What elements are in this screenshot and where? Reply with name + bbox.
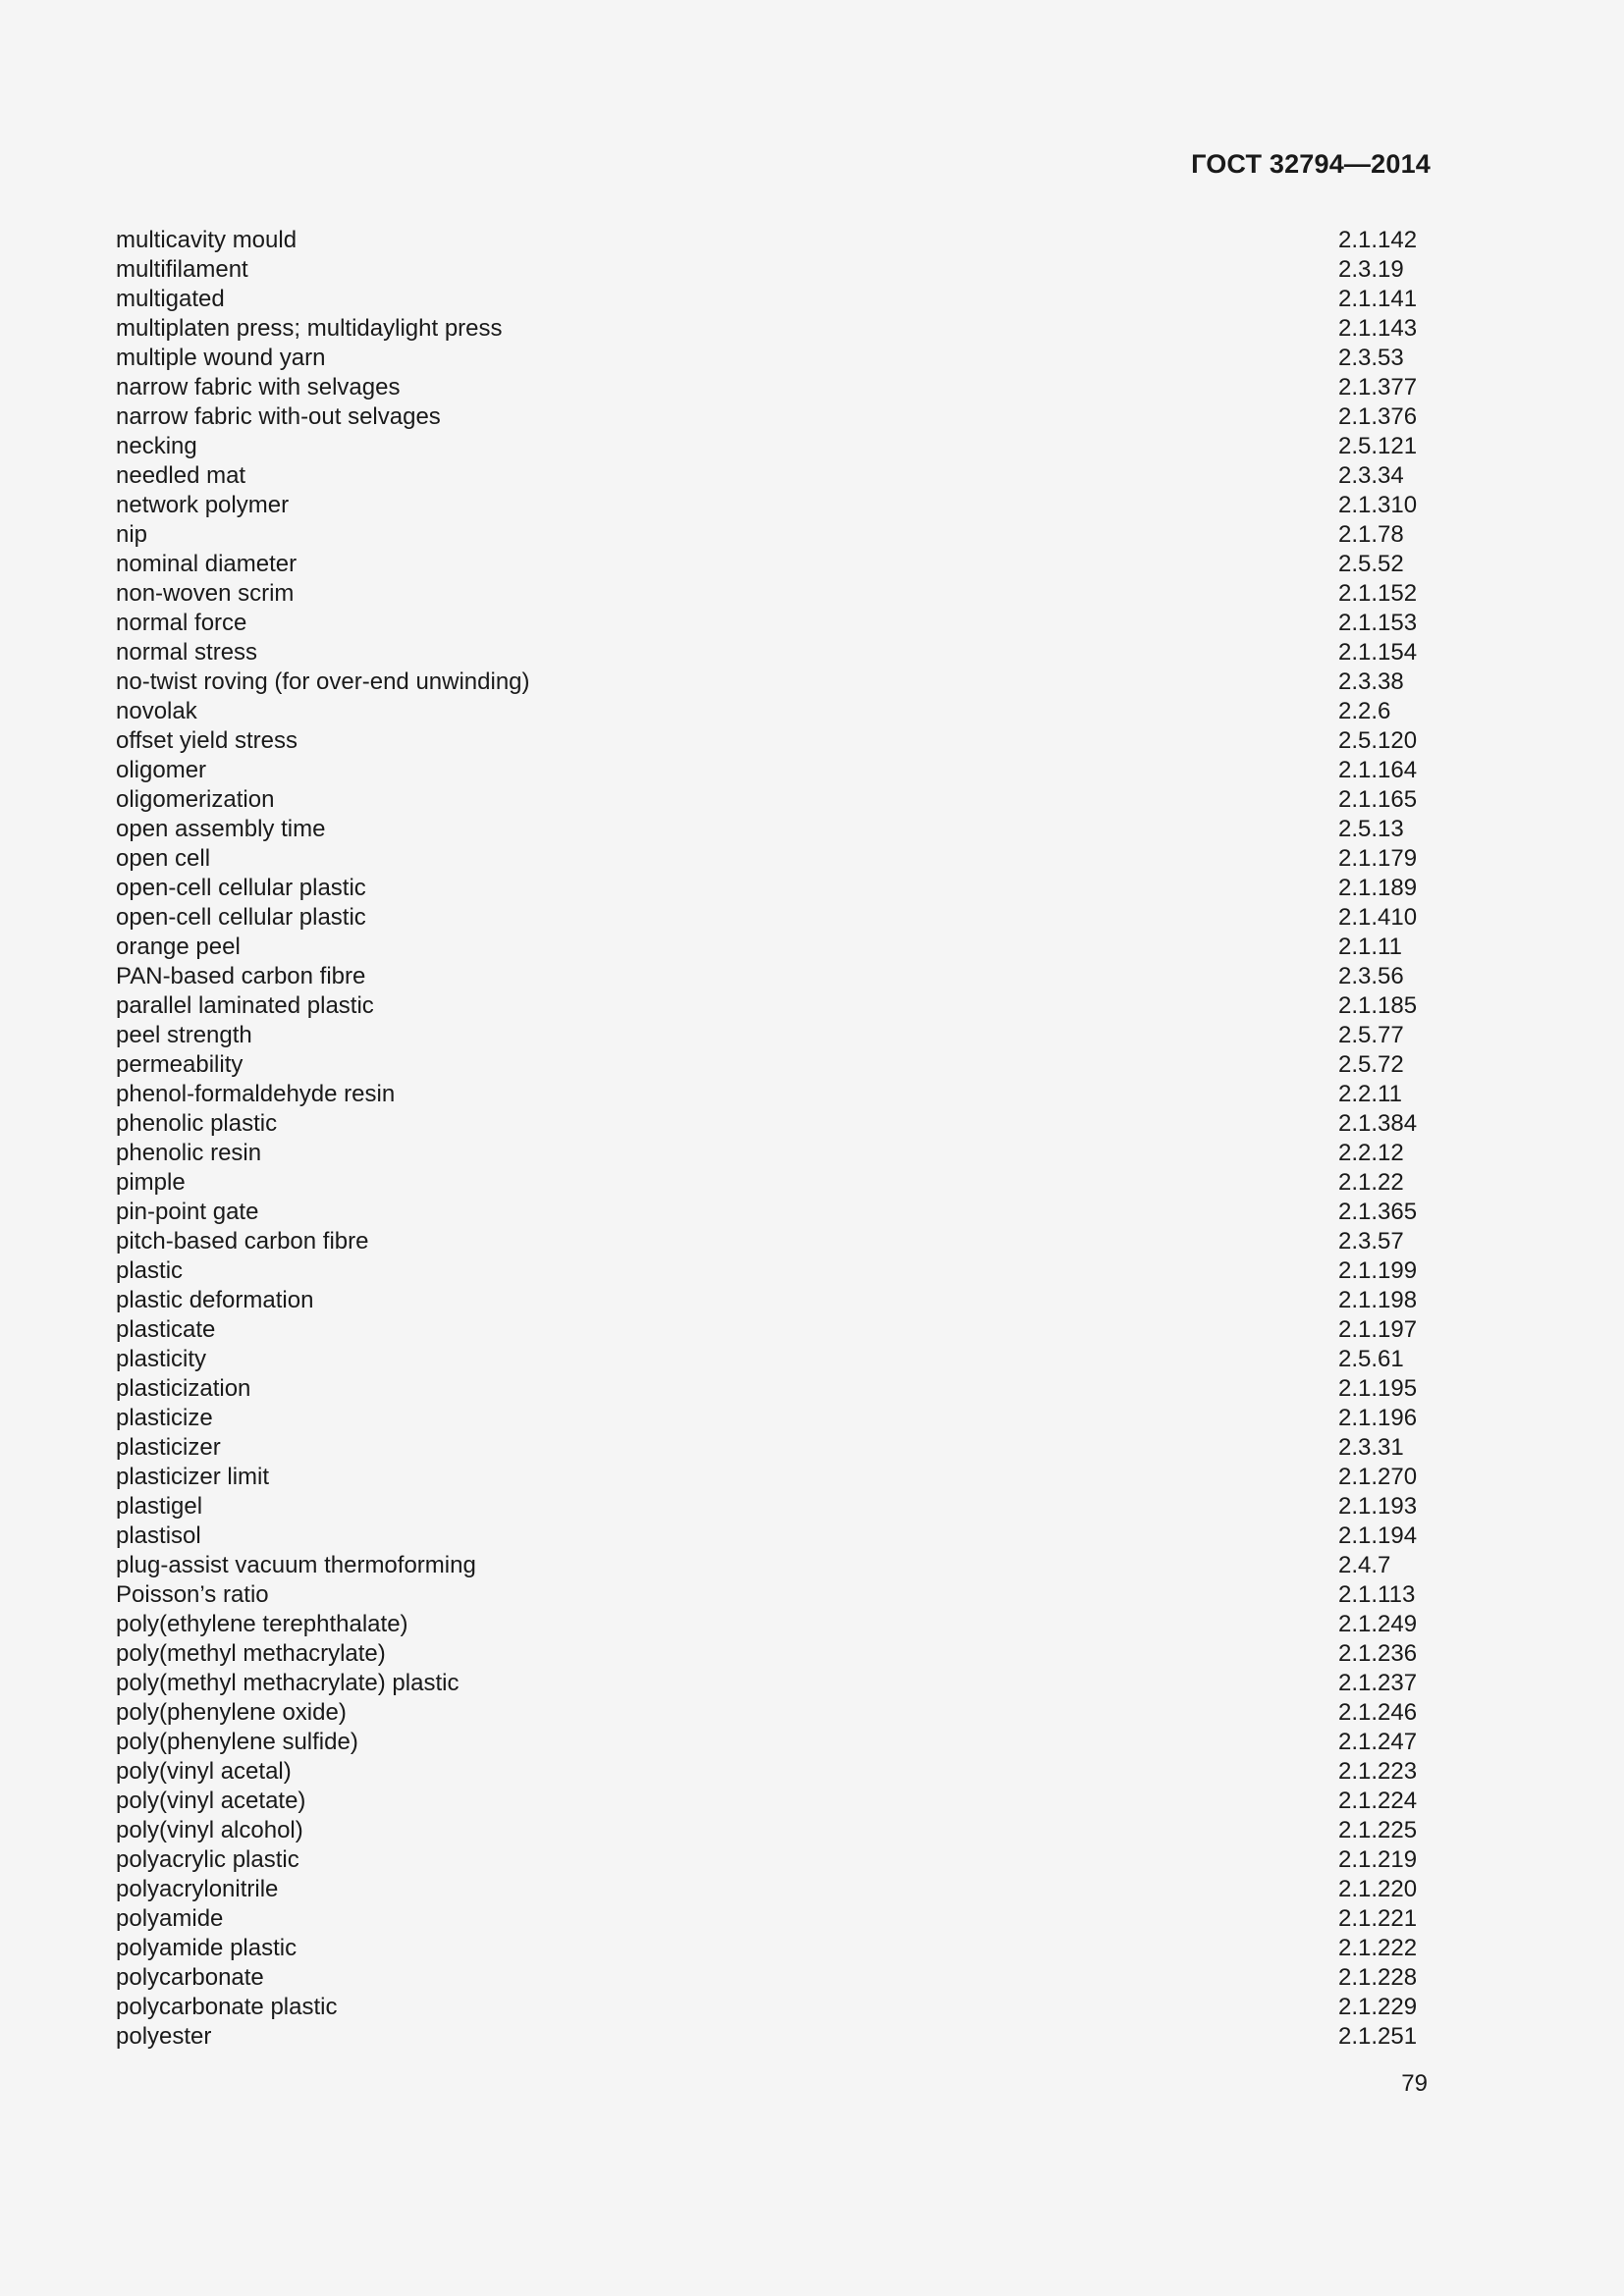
index-reference: 2.1.377 bbox=[1338, 374, 1418, 400]
index-term: poly(vinyl acetate) bbox=[116, 1788, 306, 1814]
index-entry bbox=[116, 844, 1431, 874]
index-term: multiple wound yarn bbox=[116, 345, 326, 371]
index-entry bbox=[116, 609, 1431, 638]
index-reference: 2.1.410 bbox=[1338, 904, 1418, 931]
index-reference: 2.2.6 bbox=[1338, 698, 1391, 724]
index-entry bbox=[116, 638, 1431, 667]
index-term: plasticizer bbox=[116, 1434, 221, 1461]
index-reference: 2.5.72 bbox=[1338, 1051, 1404, 1078]
index-reference: 2.3.53 bbox=[1338, 345, 1404, 371]
index-term: polyacrylonitrile bbox=[116, 1876, 279, 1902]
index-reference: 2.1.194 bbox=[1338, 1522, 1418, 1549]
index-reference: 2.5.121 bbox=[1338, 433, 1418, 459]
index-entry bbox=[116, 815, 1431, 844]
index-term: oligomerization bbox=[116, 786, 275, 813]
index-term: plasticize bbox=[116, 1405, 213, 1431]
index-term: pin-point gate bbox=[116, 1199, 259, 1225]
index-entry bbox=[116, 991, 1431, 1021]
index-reference: 2.5.120 bbox=[1338, 727, 1418, 754]
index-entry bbox=[116, 785, 1431, 815]
index-entry bbox=[116, 255, 1431, 285]
index-entry bbox=[116, 1757, 1431, 1787]
index-reference: 2.1.223 bbox=[1338, 1758, 1418, 1785]
index-entry bbox=[116, 1433, 1431, 1463]
index-entry bbox=[116, 1109, 1431, 1139]
index-reference: 2.1.310 bbox=[1338, 492, 1418, 518]
index-reference: 2.3.38 bbox=[1338, 668, 1404, 695]
term-index-list bbox=[116, 226, 1431, 2052]
index-entry bbox=[116, 1904, 1431, 1934]
index-entry bbox=[116, 1227, 1431, 1256]
index-reference: 2.4.7 bbox=[1338, 1552, 1391, 1578]
index-entry bbox=[116, 1374, 1431, 1404]
index-term: pitch-based carbon fibre bbox=[116, 1228, 369, 1255]
index-entry bbox=[116, 314, 1431, 344]
index-term: poly(phenylene oxide) bbox=[116, 1699, 347, 1726]
index-entry bbox=[116, 1845, 1431, 1875]
index-reference: 2.1.229 bbox=[1338, 1994, 1418, 2020]
index-term: open-cell cellular plastic bbox=[116, 904, 366, 931]
index-term: polyamide plastic bbox=[116, 1935, 298, 1961]
index-entry bbox=[116, 726, 1431, 756]
index-term: PAN-based carbon fibre bbox=[116, 963, 366, 989]
index-entry bbox=[116, 344, 1431, 373]
index-term: parallel laminated plastic bbox=[116, 992, 374, 1019]
index-term: peel strength bbox=[116, 1022, 252, 1048]
index-entry bbox=[116, 1404, 1431, 1433]
index-reference: 2.1.179 bbox=[1338, 845, 1418, 872]
index-reference: 2.1.376 bbox=[1338, 403, 1418, 430]
index-term: poly(methyl methacrylate) plastic bbox=[116, 1670, 460, 1696]
index-term: plastic deformation bbox=[116, 1287, 314, 1313]
index-term: plasticizer limit bbox=[116, 1464, 270, 1490]
index-entry bbox=[116, 550, 1431, 579]
index-term: multicavity mould bbox=[116, 227, 298, 253]
index-entry bbox=[116, 1875, 1431, 1904]
index-entry bbox=[116, 903, 1431, 933]
index-reference: 2.1.221 bbox=[1338, 1905, 1418, 1932]
index-term: plasticity bbox=[116, 1346, 207, 1372]
index-reference: 2.1.78 bbox=[1338, 521, 1404, 548]
index-term: poly(vinyl acetal) bbox=[116, 1758, 292, 1785]
index-reference: 2.1.237 bbox=[1338, 1670, 1418, 1696]
index-entry bbox=[116, 933, 1431, 962]
index-term: permeability bbox=[116, 1051, 244, 1078]
index-entry bbox=[116, 373, 1431, 402]
index-term: phenol-formaldehyde resin bbox=[116, 1081, 396, 1107]
index-entry bbox=[116, 520, 1431, 550]
index-reference: 2.5.13 bbox=[1338, 816, 1404, 842]
index-reference: 2.5.77 bbox=[1338, 1022, 1404, 1048]
index-term: poly(vinyl alcohol) bbox=[116, 1817, 303, 1843]
index-reference: 2.3.34 bbox=[1338, 462, 1404, 489]
index-entry bbox=[116, 491, 1431, 520]
index-entry bbox=[116, 1934, 1431, 1963]
index-reference: 2.1.152 bbox=[1338, 580, 1418, 607]
index-term: open assembly time bbox=[116, 816, 326, 842]
index-entry bbox=[116, 1315, 1431, 1345]
index-entry bbox=[116, 1551, 1431, 1580]
index-entry bbox=[116, 1698, 1431, 1728]
index-term: normal stress bbox=[116, 639, 258, 666]
index-term: plastigel bbox=[116, 1493, 203, 1520]
index-entry bbox=[116, 1080, 1431, 1109]
index-term: poly(ethylene terephthalate) bbox=[116, 1611, 408, 1637]
index-entry bbox=[116, 1963, 1431, 1993]
index-term: orange peel bbox=[116, 934, 241, 960]
index-entry bbox=[116, 2022, 1431, 2052]
index-reference: 2.1.365 bbox=[1338, 1199, 1418, 1225]
index-entry bbox=[116, 1286, 1431, 1315]
index-reference: 2.5.52 bbox=[1338, 551, 1404, 577]
index-entry bbox=[116, 1639, 1431, 1669]
index-reference: 2.1.219 bbox=[1338, 1846, 1418, 1873]
index-term: multiplaten press; multidaylight press bbox=[116, 315, 503, 342]
document-header bbox=[116, 147, 1431, 181]
index-term: plastic bbox=[116, 1257, 184, 1284]
index-term: polyacrylic plastic bbox=[116, 1846, 299, 1873]
index-entry bbox=[116, 874, 1431, 903]
index-term: network polymer bbox=[116, 492, 290, 518]
index-reference: 2.1.22 bbox=[1338, 1169, 1404, 1196]
index-term: poly(methyl methacrylate) bbox=[116, 1640, 386, 1667]
index-reference: 2.1.249 bbox=[1338, 1611, 1418, 1637]
index-reference: 2.1.113 bbox=[1338, 1581, 1416, 1608]
index-entry bbox=[116, 1345, 1431, 1374]
index-reference: 2.1.185 bbox=[1338, 992, 1418, 1019]
index-term: phenolic resin bbox=[116, 1140, 262, 1166]
index-reference: 2.1.142 bbox=[1338, 227, 1418, 253]
index-reference: 2.1.270 bbox=[1338, 1464, 1418, 1490]
index-term: plastisol bbox=[116, 1522, 201, 1549]
index-entry bbox=[116, 1021, 1431, 1050]
index-term: multigated bbox=[116, 286, 225, 312]
index-term: polyester bbox=[116, 2023, 212, 2050]
index-entry bbox=[116, 1993, 1431, 2022]
index-reference: 2.2.12 bbox=[1338, 1140, 1404, 1166]
index-term: open cell bbox=[116, 845, 211, 872]
index-entry bbox=[116, 1050, 1431, 1080]
index-reference: 2.3.31 bbox=[1338, 1434, 1404, 1461]
index-term: phenolic plastic bbox=[116, 1110, 278, 1137]
index-reference: 2.1.165 bbox=[1338, 786, 1418, 813]
index-term: plasticization bbox=[116, 1375, 251, 1402]
document-number: ГОСТ 32794—2014 bbox=[1191, 149, 1431, 179]
index-term: polyamide bbox=[116, 1905, 224, 1932]
index-entry bbox=[116, 962, 1431, 991]
index-reference: 2.1.198 bbox=[1338, 1287, 1418, 1313]
index-entry bbox=[116, 1198, 1431, 1227]
index-reference: 2.2.11 bbox=[1338, 1081, 1402, 1107]
index-term: pimple bbox=[116, 1169, 186, 1196]
index-entry bbox=[116, 226, 1431, 255]
index-term: needled mat bbox=[116, 462, 246, 489]
index-reference: 2.1.247 bbox=[1338, 1729, 1418, 1755]
index-reference: 2.1.220 bbox=[1338, 1876, 1418, 1902]
index-entry bbox=[116, 1522, 1431, 1551]
index-reference: 2.3.57 bbox=[1338, 1228, 1404, 1255]
index-term: plasticate bbox=[116, 1316, 216, 1343]
index-reference: 2.1.143 bbox=[1338, 315, 1418, 342]
index-reference: 2.1.246 bbox=[1338, 1699, 1418, 1726]
index-entry bbox=[116, 402, 1431, 432]
index-reference: 2.1.193 bbox=[1338, 1493, 1418, 1520]
index-term: normal force bbox=[116, 610, 247, 636]
index-reference: 2.5.61 bbox=[1338, 1346, 1404, 1372]
index-entry bbox=[116, 1256, 1431, 1286]
index-reference: 2.1.141 bbox=[1338, 286, 1418, 312]
index-term: narrow fabric with-out selvages bbox=[116, 403, 441, 430]
index-entry bbox=[116, 667, 1431, 697]
index-term: narrow fabric with selvages bbox=[116, 374, 401, 400]
index-term: nominal diameter bbox=[116, 551, 298, 577]
index-reference: 2.1.251 bbox=[1338, 2023, 1418, 2050]
index-reference: 2.1.384 bbox=[1338, 1110, 1418, 1137]
index-reference: 2.1.222 bbox=[1338, 1935, 1418, 1961]
index-entry bbox=[116, 1787, 1431, 1816]
index-entry bbox=[116, 1728, 1431, 1757]
index-term: offset yield stress bbox=[116, 727, 298, 754]
index-reference: 2.1.197 bbox=[1338, 1316, 1418, 1343]
index-entry bbox=[116, 579, 1431, 609]
index-reference: 2.3.19 bbox=[1338, 256, 1404, 283]
index-term: non-woven scrim bbox=[116, 580, 295, 607]
index-entry bbox=[116, 1580, 1431, 1610]
index-reference: 2.3.56 bbox=[1338, 963, 1404, 989]
index-reference: 2.1.189 bbox=[1338, 875, 1418, 901]
index-term: multifilament bbox=[116, 256, 248, 283]
index-reference: 2.1.196 bbox=[1338, 1405, 1418, 1431]
index-entry bbox=[116, 285, 1431, 314]
index-reference: 2.1.225 bbox=[1338, 1817, 1418, 1843]
index-reference: 2.1.195 bbox=[1338, 1375, 1418, 1402]
index-term: nip bbox=[116, 521, 148, 548]
index-reference: 2.1.228 bbox=[1338, 1964, 1418, 1991]
index-reference: 2.1.153 bbox=[1338, 610, 1418, 636]
index-reference: 2.1.11 bbox=[1338, 934, 1402, 960]
index-entry bbox=[116, 1168, 1431, 1198]
index-term: plug-assist vacuum thermoforming bbox=[116, 1552, 476, 1578]
index-entry bbox=[116, 1463, 1431, 1492]
index-term: novolak bbox=[116, 698, 197, 724]
index-entry bbox=[116, 1139, 1431, 1168]
index-entry bbox=[116, 1816, 1431, 1845]
index-term: open-cell cellular plastic bbox=[116, 875, 366, 901]
index-entry bbox=[116, 756, 1431, 785]
index-term: poly(phenylene sulfide) bbox=[116, 1729, 358, 1755]
index-term: no-twist roving (for over-end unwinding) bbox=[116, 668, 530, 695]
index-term: polycarbonate plastic bbox=[116, 1994, 338, 2020]
index-reference: 2.1.236 bbox=[1338, 1640, 1418, 1667]
index-entry bbox=[116, 461, 1431, 491]
index-entry bbox=[116, 1669, 1431, 1698]
index-reference: 2.1.224 bbox=[1338, 1788, 1418, 1814]
index-term: Poisson’s ratio bbox=[116, 1581, 269, 1608]
index-term: oligomer bbox=[116, 757, 207, 783]
index-reference: 2.1.154 bbox=[1338, 639, 1418, 666]
index-entry bbox=[116, 432, 1431, 461]
index-term: necking bbox=[116, 433, 197, 459]
index-reference: 2.1.199 bbox=[1338, 1257, 1418, 1284]
index-entry bbox=[116, 1492, 1431, 1522]
index-entry bbox=[116, 1610, 1431, 1639]
page-number: 79 bbox=[1401, 2070, 1428, 2097]
index-entry bbox=[116, 697, 1431, 726]
index-reference: 2.1.164 bbox=[1338, 757, 1418, 783]
index-term: polycarbonate bbox=[116, 1964, 264, 1991]
